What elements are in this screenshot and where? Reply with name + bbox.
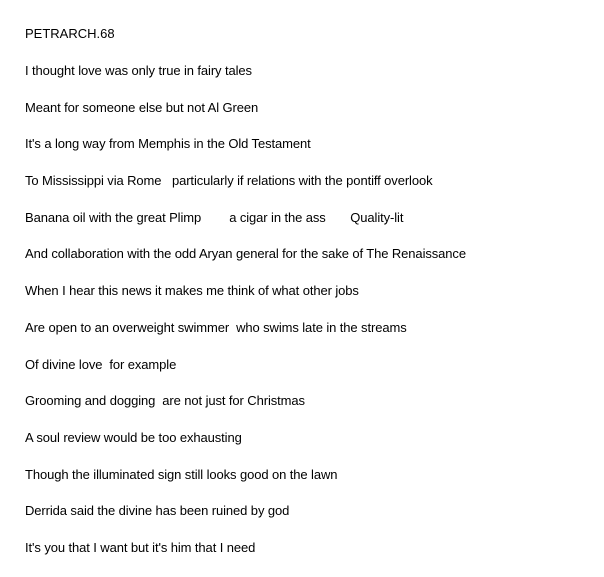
poem-line: Banana oil with the great Plimp a cigar in the ass Quality-lit — [25, 209, 404, 225]
poem-body — [25, 26, 466, 577]
poem-line: It's you that I want but it's him that I need — [25, 539, 256, 555]
poem-line: Grooming and dogging are not just for Christmas — [25, 393, 305, 409]
poem-line: I thought love was only true in fairy tales — [25, 63, 252, 78]
poem-line: Are open to an overweight swimmer who swims late in the streams — [25, 319, 407, 335]
poem-line: Though the illuminated sign still looks good on the lawn — [25, 466, 338, 482]
poem-line: And collaboration with the odd Aryan general for the sake of The Renaissance — [25, 246, 466, 262]
poem-line: A soul review would be too exhausting — [25, 429, 242, 445]
poem-line: Of divine love for example — [25, 356, 177, 372]
poem-line: It's a long way from Memphis in the Old Testament — [25, 136, 311, 152]
poem-title: PETRARCH.68 — [25, 26, 115, 41]
poem-line: When I hear this news it makes me think of what other jobs — [25, 283, 359, 299]
poem-line: To Mississippi via Rome particularly if relations with the pontiff overlook — [25, 173, 433, 189]
poem-line: Meant for someone else but not Al Green — [25, 99, 259, 115]
poem-line: Derrida said the divine has been ruined by god — [25, 503, 290, 519]
